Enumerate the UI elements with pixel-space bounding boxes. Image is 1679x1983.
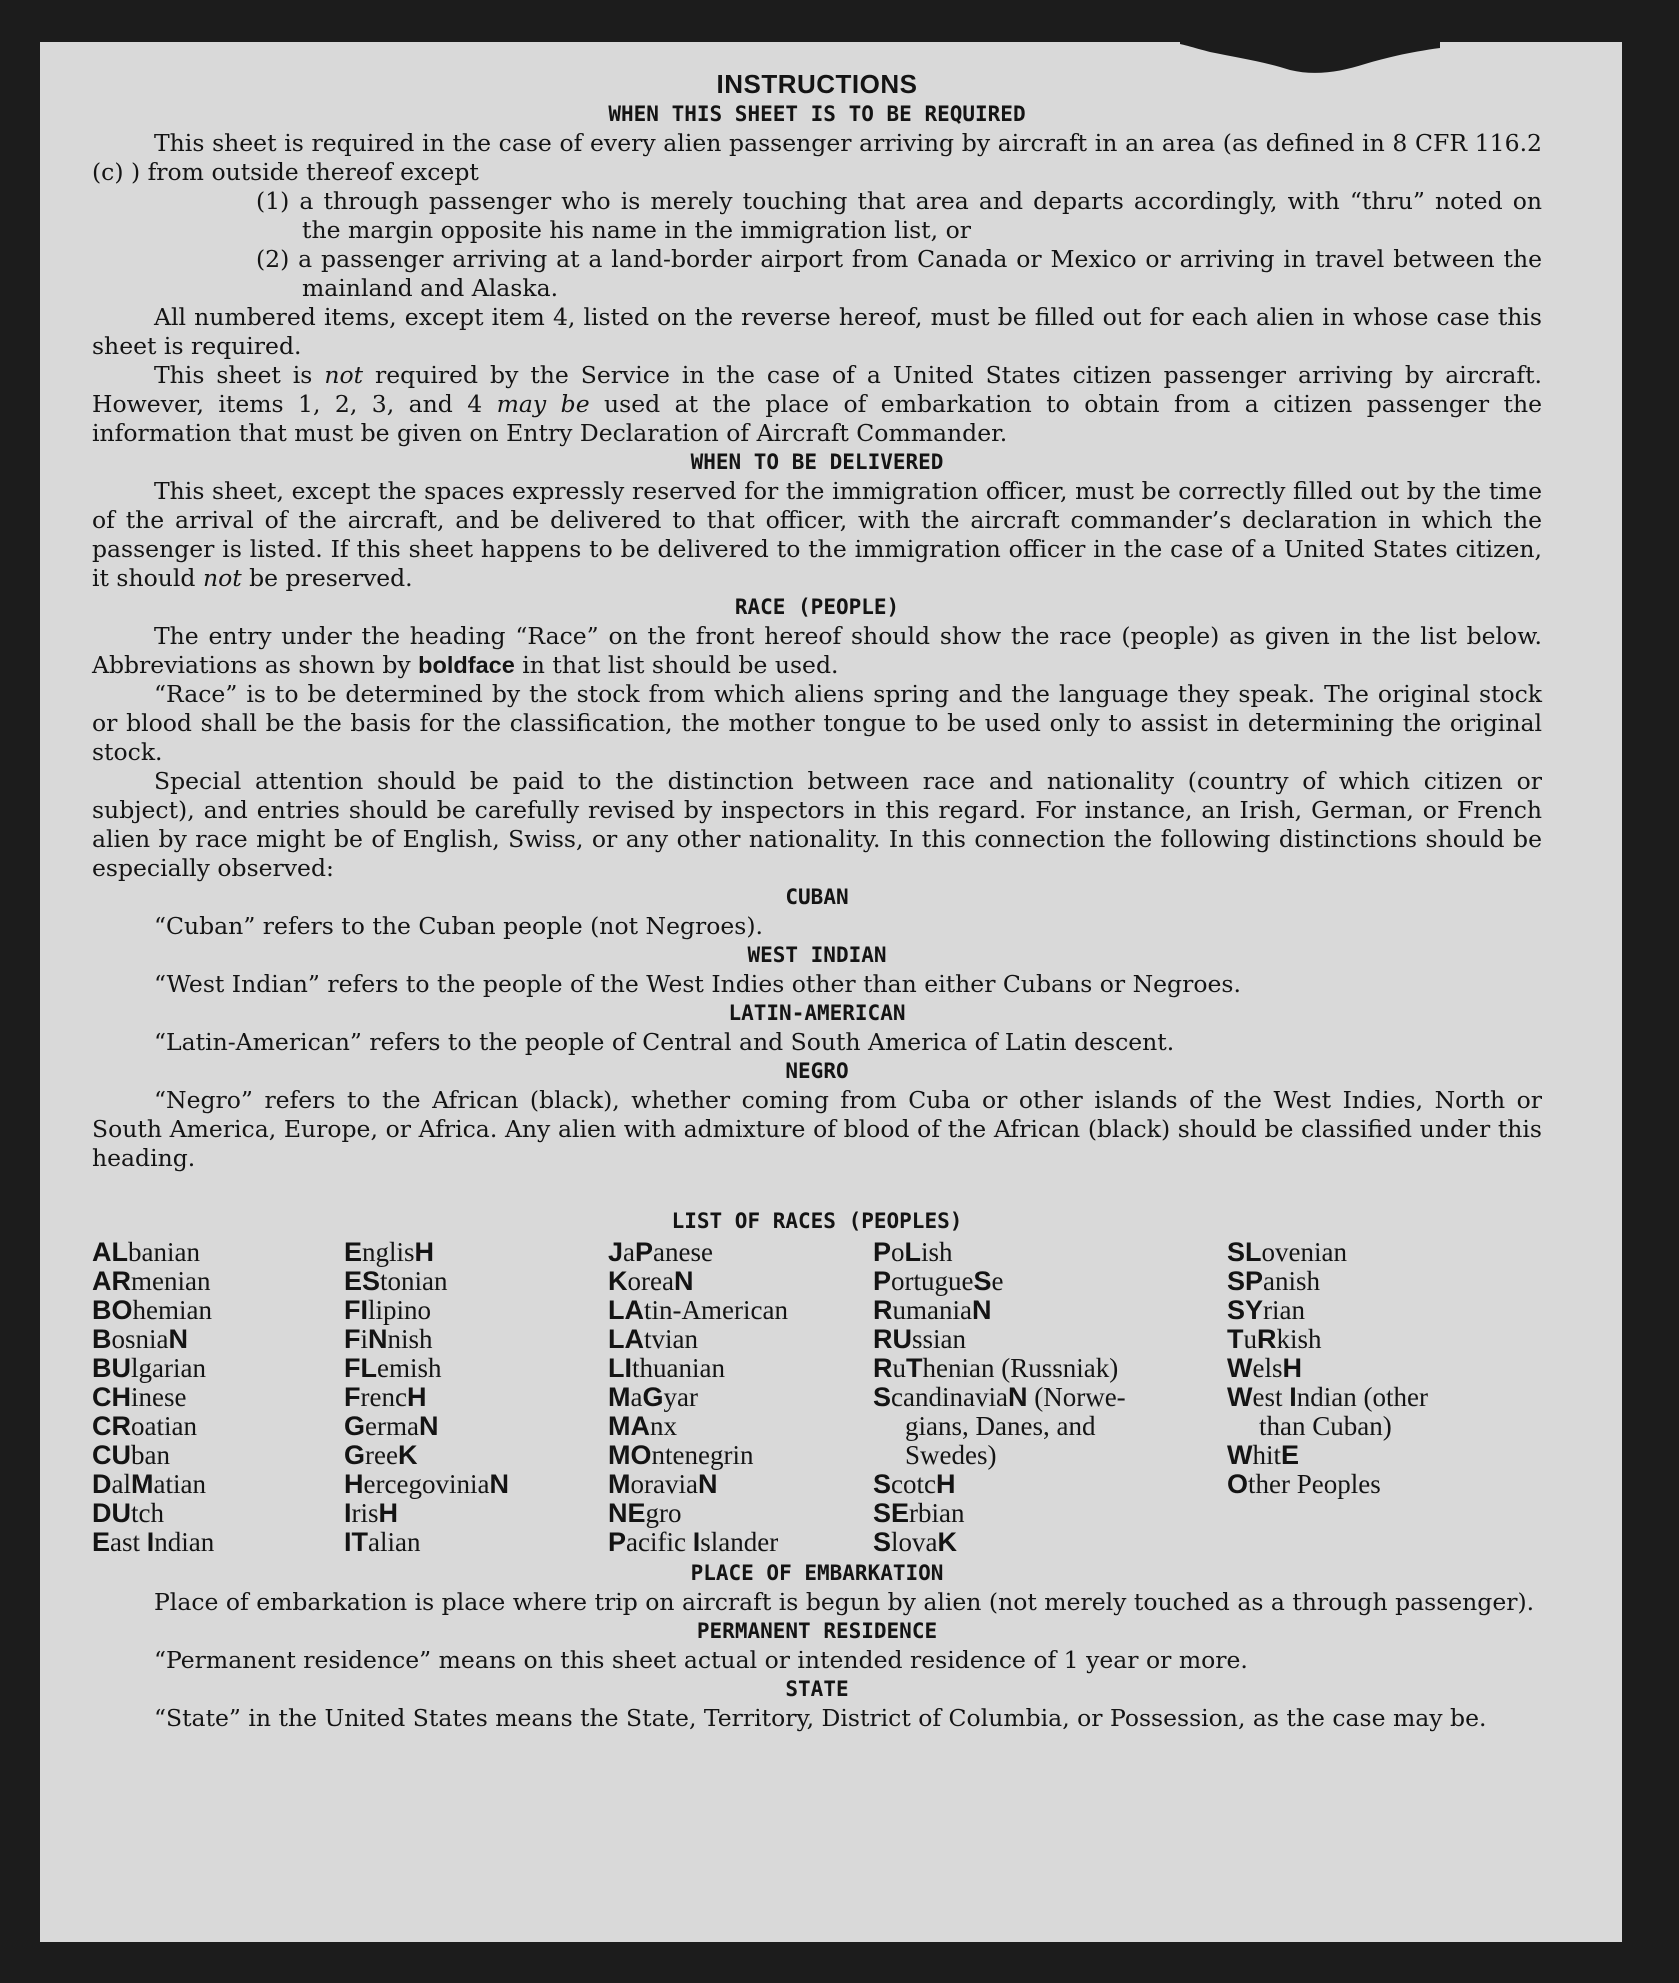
race-abbrev: FI: [344, 1295, 368, 1325]
paragraph: All numbered items, except item 4, listed on the reverse hereof, must be filled out for each alien in whose case this sheet is required.: [92, 303, 1542, 360]
section-heading-latin-american: LATIN-AMERICAN: [728, 1001, 906, 1025]
race-abbrev: N: [673, 1266, 694, 1296]
race-abbrev: G: [642, 1382, 664, 1412]
race-abbrev: SE: [873, 1498, 910, 1528]
race-entry: [92, 1238, 344, 1267]
race-text: (Norwe-: [1027, 1382, 1126, 1412]
text-run: used at the place of embarkation to obtain from a citizen passenger the information that must be given on Entry Declaration of Aircraft Commander.: [92, 390, 1543, 447]
race-entry: [608, 1325, 873, 1354]
race-abbrev: LI: [608, 1353, 632, 1383]
race-abbrev: I: [1289, 1382, 1297, 1412]
race-text: tvian: [644, 1324, 698, 1354]
list-item: (2) a passenger arriving at a land-border airport from Canada or Mexico or arriving in travel between the mainland and Alaska.: [256, 245, 1542, 302]
text-run-italic: may be: [496, 390, 590, 418]
race-text: tin-American: [644, 1295, 788, 1325]
section-heading-embarkation: PLACE OF EMBARKATION: [690, 1561, 944, 1585]
race-entry: [1227, 1412, 1517, 1441]
race-abbrev: O: [1227, 1469, 1249, 1499]
race-abbrev: B: [92, 1324, 112, 1354]
race-text: henian (Russniak): [922, 1353, 1119, 1383]
race-entry: [608, 1412, 873, 1441]
race-entry: [344, 1354, 608, 1383]
race-text: Swedes): [905, 1440, 997, 1470]
race-entry: [873, 1267, 1227, 1296]
race-text: e: [991, 1266, 1004, 1296]
race-abbrev: N: [368, 1324, 388, 1354]
section-heading-delivered: WHEN TO BE DELIVERED: [690, 450, 944, 474]
text-run: This sheet, except the spaces expressly reserved for the immigration officer, must be correctly filled out by the time of the arrival of the aircraft, and be delivered to that officer, with the aircraft commander’s declaration in which the passenger is listed. If this sheet happens to be delivered to the immigration officer in the case of a United States citizen, it should: [92, 477, 1542, 592]
race-text: emish: [377, 1353, 442, 1383]
race-text: lgarian: [131, 1353, 206, 1383]
race-entry: [344, 1267, 608, 1296]
race-abbrev: N: [697, 1469, 718, 1499]
race-abbrev: S: [873, 1469, 892, 1499]
race-abbrev: FL: [344, 1353, 377, 1383]
section-heading-required: WHEN THIS SHEET IS TO BE REQUIRED: [608, 102, 1026, 126]
paragraph: “Race” is to be determined by the stock from which aliens spring and the language they speak. The original stock or blood shall be the basis for the classification, the mother tongue to be used only to assist in determining the original stock.: [92, 680, 1542, 766]
race-abbrev: SL: [1227, 1237, 1262, 1267]
race-abbrev: S: [873, 1527, 892, 1557]
race-entry: [92, 1296, 344, 1325]
race-text: nglis: [362, 1237, 415, 1267]
race-text: renc: [360, 1382, 407, 1412]
text-run: required by the Service in the case of a United States citizen passenger arriving by aircraft. However, items 1, 2, 3, and 4: [92, 361, 1542, 418]
race-text: kish: [1276, 1324, 1322, 1354]
race-abbrev: H: [1282, 1353, 1302, 1383]
race-text: acific: [626, 1527, 693, 1557]
race-abbrev: CH: [92, 1382, 131, 1412]
race-abbrev: N: [489, 1469, 509, 1499]
paragraph: Place of embarkation is place where trip on aircraft is begun by alien (not merely touched as a through passenger).: [154, 1588, 1535, 1616]
race-entry: [873, 1354, 1227, 1383]
race-abbrev: W: [1227, 1353, 1253, 1383]
race-abbrev: F: [344, 1382, 361, 1412]
race-text: ortugue: [891, 1266, 974, 1296]
race-abbrev: M: [608, 1382, 631, 1412]
section-heading-state: STATE: [785, 1677, 849, 1701]
race-entry: [92, 1383, 344, 1412]
race-entry: [608, 1238, 873, 1267]
race-text: a: [623, 1237, 636, 1267]
race-abbrev: P: [608, 1527, 627, 1557]
race-abbrev: G: [344, 1411, 366, 1441]
races-list: [92, 1238, 1542, 1557]
race-entry: [1227, 1325, 1517, 1354]
text-run: This sheet is: [154, 361, 325, 389]
race-entry: [608, 1354, 873, 1383]
race-abbrev: T: [906, 1353, 923, 1383]
race-abbrev: E: [92, 1527, 111, 1557]
race-entry: [873, 1325, 1227, 1354]
race-abbrev: BU: [92, 1353, 131, 1383]
race-abbrev: DU: [92, 1498, 131, 1528]
race-text: slander: [700, 1527, 779, 1557]
race-abbrev: I: [692, 1527, 701, 1557]
race-entry: [1227, 1267, 1517, 1296]
race-text: atian: [153, 1469, 206, 1499]
paragraph: “Negro” refers to the African (black), whether coming from Cuba or other islands of the West Indies, North or South America, Europe, or Africa. Any alien with admixture of blood of the African (black) should be classified under this heading.: [92, 1086, 1542, 1172]
race-entry: [92, 1325, 344, 1354]
race-text: than Cuban): [1259, 1411, 1392, 1441]
race-abbrev: R: [1257, 1324, 1277, 1354]
race-entry: [92, 1354, 344, 1383]
race-text: erma: [365, 1411, 419, 1441]
instructions-content: [92, 70, 1542, 1733]
list-item: (1) a through passenger who is merely touching that area and departs accordingly, with “thru” noted on the margin opposite his name in the immigration list, or: [256, 187, 1542, 244]
race-entry: [92, 1470, 344, 1499]
race-text: umania: [892, 1295, 972, 1325]
race-abbrev: I: [146, 1527, 155, 1557]
race-text: anish: [1263, 1266, 1321, 1296]
race-abbrev: H: [936, 1469, 956, 1499]
race-text: alian: [368, 1527, 421, 1557]
race-entry: [344, 1412, 608, 1441]
race-text: u: [1243, 1324, 1257, 1354]
races-column-5: [1227, 1238, 1517, 1557]
race-abbrev: P: [873, 1266, 892, 1296]
race-abbrev: H: [406, 1382, 427, 1412]
text-run: in that list should be used.: [514, 651, 839, 679]
paragraph: “West Indian” refers to the people of the West Indies other than either Cubans or Negroes.: [154, 970, 1241, 998]
race-entry: [1227, 1383, 1517, 1412]
race-abbrev: LA: [608, 1324, 644, 1354]
race-text: nx: [650, 1411, 677, 1441]
race-entry: [344, 1528, 608, 1557]
race-entry: [608, 1441, 873, 1470]
race-entry: [608, 1499, 873, 1528]
race-abbrev: K: [937, 1527, 958, 1557]
race-abbrev: E: [344, 1237, 363, 1267]
race-entry: [92, 1412, 344, 1441]
race-entry: [92, 1267, 344, 1296]
race-abbrev: D: [92, 1469, 112, 1499]
race-text: lova: [891, 1527, 938, 1557]
race-abbrev: CR: [92, 1411, 131, 1441]
race-text: candinavia: [891, 1382, 1008, 1412]
race-abbrev: W: [1227, 1440, 1253, 1470]
race-abbrev: SY: [1227, 1295, 1264, 1325]
race-text: osnia: [111, 1324, 169, 1354]
race-entry: [344, 1499, 608, 1528]
race-abbrev: K: [608, 1266, 628, 1296]
race-text: anese: [653, 1237, 713, 1267]
race-text: banian: [128, 1237, 200, 1267]
race-abbrev: S: [973, 1266, 992, 1296]
race-text: gians, Danes, and: [905, 1411, 1096, 1441]
race-abbrev: P: [873, 1237, 892, 1267]
race-entry: [344, 1470, 608, 1499]
race-entry: [344, 1325, 608, 1354]
race-entry: [92, 1499, 344, 1528]
race-abbrev: P: [635, 1237, 654, 1267]
paragraph: [92, 361, 1542, 448]
race-text: ercegovinia: [363, 1469, 490, 1499]
race-abbrev: CU: [92, 1440, 131, 1470]
text-run-bold: boldface: [418, 652, 515, 678]
race-abbrev: R: [873, 1295, 893, 1325]
race-text: cotc: [891, 1469, 936, 1499]
race-abbrev: T: [1227, 1324, 1244, 1354]
race-abbrev: R: [873, 1353, 893, 1383]
race-text: ndian (other: [1296, 1382, 1428, 1412]
page-title: INSTRUCTIONS: [716, 69, 918, 99]
race-text: oravia: [630, 1469, 698, 1499]
race-entry: [344, 1441, 608, 1470]
race-text: tch: [131, 1498, 164, 1528]
race-entry: [873, 1528, 1227, 1557]
race-text: est: [1252, 1382, 1290, 1412]
race-entry: [1227, 1441, 1517, 1470]
race-text: thuanian: [632, 1353, 725, 1383]
race-abbrev: SP: [1227, 1266, 1264, 1296]
race-abbrev: J: [608, 1237, 624, 1267]
race-text: inese: [131, 1382, 187, 1412]
race-text: ovenian: [1261, 1237, 1347, 1267]
race-entry: [92, 1528, 344, 1557]
race-abbrev: BO: [92, 1295, 133, 1325]
race-text: rian: [1263, 1295, 1306, 1325]
race-abbrev: RU: [873, 1324, 912, 1354]
race-text: i: [360, 1324, 369, 1354]
section-heading-residence: PERMANENT RESIDENCE: [696, 1619, 938, 1643]
race-entry: [608, 1528, 873, 1557]
race-entry: [344, 1238, 608, 1267]
race-text: orea: [627, 1266, 674, 1296]
race-entry: [873, 1441, 1227, 1470]
race-entry: [1227, 1238, 1517, 1267]
race-entry: [873, 1238, 1227, 1267]
race-entry: [1227, 1470, 1517, 1499]
text-run: be preserved.: [241, 564, 413, 592]
race-abbrev: AR: [92, 1266, 131, 1296]
paragraph: “State” in the United States means the State, Territory, District of Columbia, or Possession, as the case may be.: [154, 1704, 1487, 1732]
race-text: menian: [131, 1266, 211, 1296]
race-entry: [1227, 1354, 1517, 1383]
races-column-1: [92, 1238, 344, 1557]
race-abbrev: N: [168, 1324, 188, 1354]
section-heading-negro: NEGRO: [785, 1059, 849, 1083]
race-abbrev: H: [344, 1469, 364, 1499]
race-abbrev: LA: [608, 1295, 644, 1325]
race-entry: [608, 1383, 873, 1412]
race-abbrev: AL: [92, 1237, 128, 1267]
paragraph: “Cuban” refers to the Cuban people (not Negroes).: [154, 912, 764, 940]
race-text: al: [111, 1469, 131, 1499]
race-text: hemian: [132, 1295, 212, 1325]
race-text: lipino: [368, 1295, 432, 1325]
race-abbrev: K: [397, 1440, 418, 1470]
races-column-2: [344, 1238, 608, 1557]
text-run: The entry under the heading “Race” on the front hereof should show the race (people) as given in the list below. Abbreviations as shown by: [92, 622, 1542, 679]
race-text: hit: [1252, 1440, 1281, 1470]
race-abbrev: N: [418, 1411, 439, 1441]
race-text: ndian: [154, 1527, 215, 1557]
race-abbrev: L: [904, 1237, 922, 1267]
race-abbrev: N: [971, 1295, 992, 1325]
race-abbrev: MO: [608, 1440, 652, 1470]
race-abbrev: S: [873, 1382, 892, 1412]
race-entry: [608, 1470, 873, 1499]
section-heading-west-indian: WEST INDIAN: [747, 943, 887, 967]
race-text: els: [1252, 1353, 1283, 1383]
race-abbrev: ES: [344, 1266, 381, 1296]
race-text: yar: [663, 1382, 698, 1412]
text-run-italic: not: [324, 361, 364, 389]
race-abbrev: IT: [344, 1527, 368, 1557]
text-run-italic: not: [202, 564, 242, 592]
race-text: ssian: [912, 1324, 966, 1354]
race-text: ban: [131, 1440, 170, 1470]
paragraph: “Permanent residence” means on this sheet actual or intended residence of 1 year or more.: [154, 1646, 1248, 1674]
race-entry: [873, 1412, 1227, 1441]
section-heading-races-list: LIST OF RACES (PEOPLES): [671, 1209, 963, 1233]
race-text: gro: [645, 1498, 682, 1528]
race-entry: [873, 1296, 1227, 1325]
race-abbrev: I: [344, 1498, 352, 1528]
races-column-4: [873, 1238, 1227, 1557]
race-text: ther Peoples: [1248, 1469, 1381, 1499]
race-abbrev: E: [1281, 1440, 1300, 1470]
race-entry: [873, 1499, 1227, 1528]
race-abbrev: NE: [608, 1498, 646, 1528]
race-abbrev: MA: [608, 1411, 650, 1441]
race-text: nish: [387, 1324, 433, 1354]
race-abbrev: M: [608, 1469, 631, 1499]
section-heading-cuban: CUBAN: [785, 885, 849, 909]
race-entry: [344, 1296, 608, 1325]
race-text: ast: [110, 1527, 147, 1557]
race-abbrev: F: [344, 1324, 361, 1354]
race-abbrev: W: [1227, 1382, 1253, 1412]
race-entry: [608, 1296, 873, 1325]
races-column-3: [608, 1238, 873, 1557]
race-text: ree: [365, 1440, 398, 1470]
paragraph: [92, 622, 1542, 680]
race-abbrev: N: [1007, 1382, 1028, 1412]
paragraph: This sheet is required in the case of every alien passenger arriving by aircraft in an area (as defined in 8 CFR 116.2 (c) ) from outside thereof except: [92, 129, 1542, 186]
race-text: ris: [351, 1498, 379, 1528]
race-abbrev: H: [414, 1237, 435, 1267]
race-entry: [92, 1441, 344, 1470]
race-text: o: [891, 1237, 905, 1267]
race-abbrev: M: [131, 1469, 154, 1499]
race-entry: [344, 1383, 608, 1412]
race-text: a: [630, 1382, 643, 1412]
race-entry: [1227, 1296, 1517, 1325]
paragraph: Special attention should be paid to the distinction between race and nationality (country of which citizen or subject), and entries should be carefully revised by inspectors in this regard. For instance, an Irish, German, or French alien by race might be of English, Swiss, or any other nationality. In this connection the following distinctions should be especially observed:: [92, 767, 1542, 882]
race-text: u: [892, 1353, 906, 1383]
race-text: ntenegrin: [651, 1440, 754, 1470]
race-entry: [873, 1470, 1227, 1499]
paragraph: “Latin-American” refers to the people of Central and South America of Latin descent.: [154, 1028, 1175, 1056]
race-text: tonian: [380, 1266, 448, 1296]
race-entry: [873, 1383, 1227, 1412]
race-abbrev: G: [344, 1440, 366, 1470]
section-heading-race: RACE (PEOPLE): [734, 595, 900, 619]
race-text: rbian: [909, 1498, 965, 1528]
paragraph: [92, 477, 1542, 593]
race-abbrev: H: [378, 1498, 399, 1528]
race-text: ish: [921, 1237, 953, 1267]
race-entry: [608, 1267, 873, 1296]
race-text: oatian: [131, 1411, 197, 1441]
